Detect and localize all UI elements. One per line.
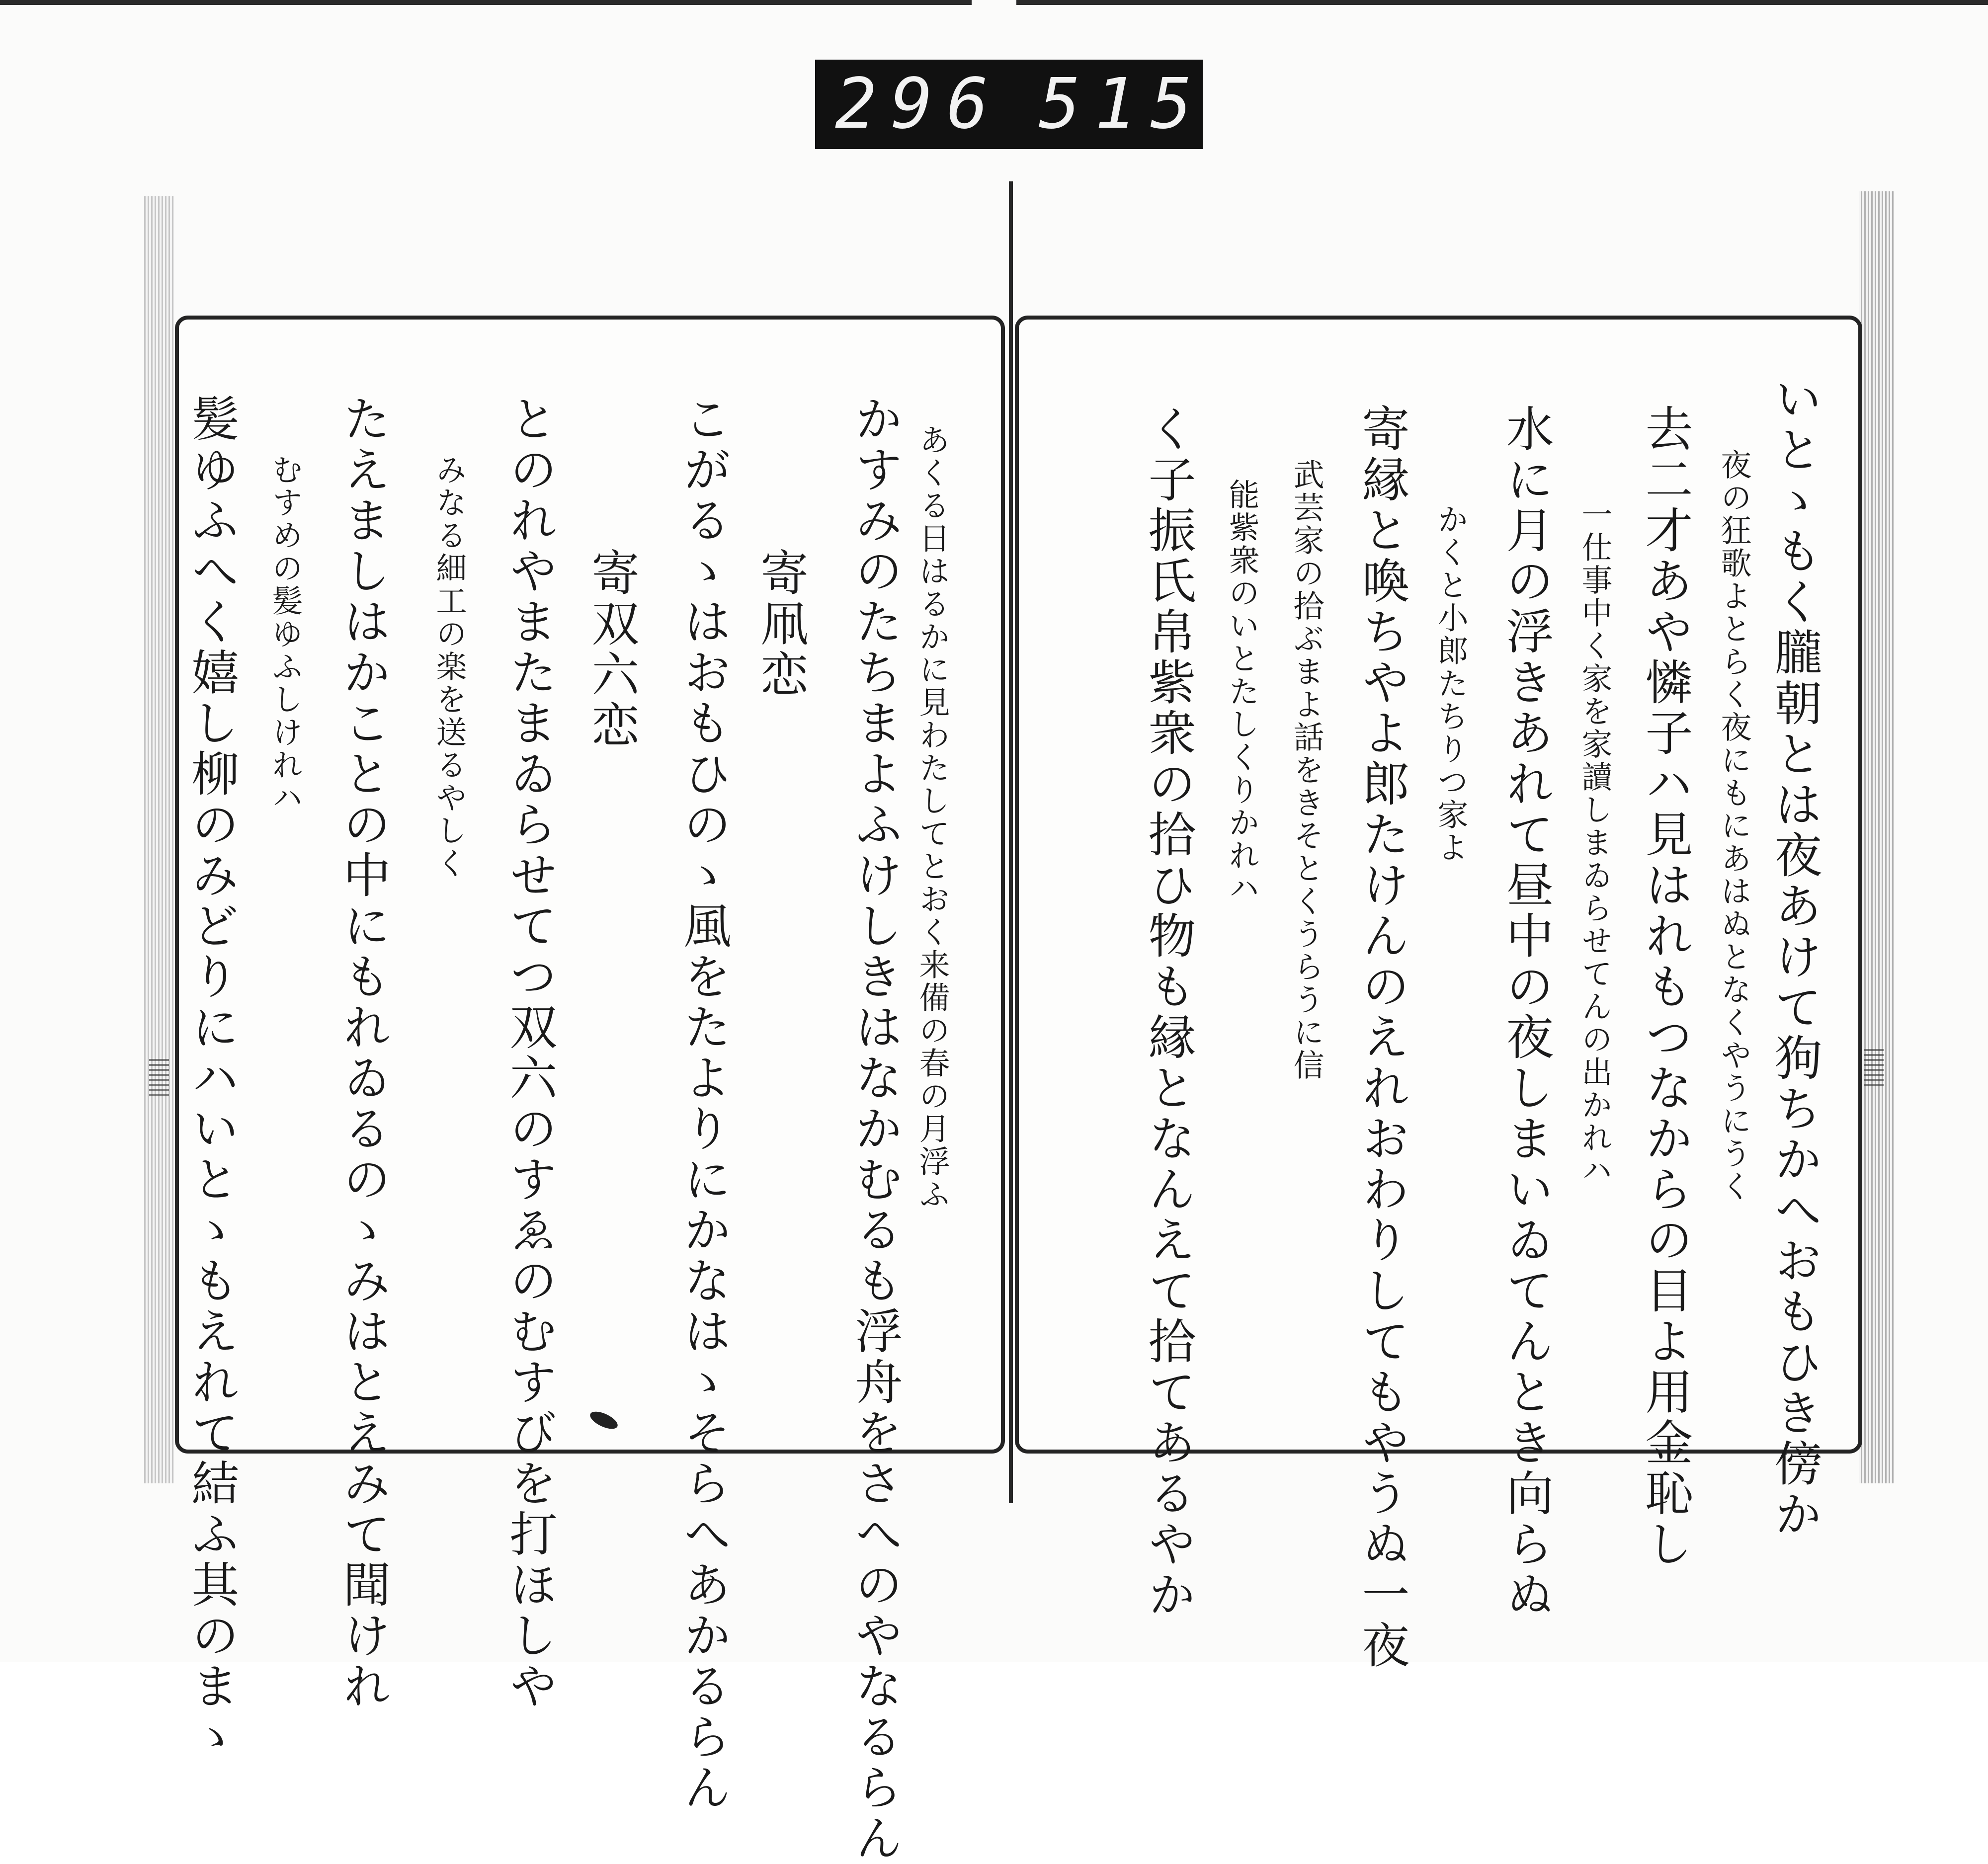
right-col-5: 水に月の浮きあれて昼中の夜しまいゐてんとき向らぬ (1498, 404, 1554, 1621)
right-page-frame (1015, 316, 1862, 1671)
right-col-4: 一仕事中く家を家讀しまゐらせてんの出かれハ (1576, 498, 1613, 1187)
left-page-frame (175, 316, 1005, 1864)
page-edge-left (144, 196, 174, 1483)
reel-number-right: 515 (1039, 64, 1206, 145)
left-col-10: 髪ゆふへく嬉し柳のみどりにハいとゝもえれて結ふ其のまゝ (184, 394, 240, 1763)
left-page-text (179, 320, 1001, 1864)
right-col-3: 去二才あや憐子ハ見はれもつなからの目よ用金恥し (1638, 404, 1693, 1570)
right-col-10: く子振氏帛紫衆の拾ひ物も縁となんえて拾てあるやか (1141, 404, 1196, 1621)
left-col-5: 寄双六恋 (584, 548, 640, 751)
right-col-6: かくと小郎たちりつ家よ (1432, 503, 1469, 864)
right-col-9: 能紫衆のいとたしくりかれハ (1224, 479, 1260, 905)
left-col-2: かすみのたちまよふけしきはなかむるも浮舟をさへのやなるらん (847, 394, 903, 1864)
reel-label (815, 60, 1206, 149)
binding-mark-left (149, 1056, 169, 1096)
right-col-7: 寄縁と喚ちやよ郎たけんのえれおわりしてもやうぬ一夜 (1354, 404, 1410, 1671)
left-col-4: こがるゝはおもひのゝ風をたよりにかなはゝそらへあかるらん (676, 394, 732, 1813)
reel-number-left: 296 (835, 64, 1002, 145)
left-col-8: たえましはかことの中にもれゐるのゝみはとえみて聞けれ (335, 394, 391, 1712)
left-col-7: みなる細工の楽を送るやしく (431, 454, 467, 880)
right-col-1: いとゝもく朧朝とは夜あけて狗ちかへおもひき傍か (1767, 374, 1822, 1540)
left-col-6: とのれやまたまゐらせてつ双六のすゑのむすびを打ほしや (502, 394, 558, 1712)
left-col-3: 寄凧恋 (753, 548, 809, 700)
right-col-8: 武芸家の拾ぶまよ話をきそとくうらうに信 (1288, 459, 1325, 1082)
binding-mark-right (1864, 1046, 1884, 1086)
header-band-gap (972, 0, 1016, 6)
left-col-9: むすめの髪ゆふしけれハ (267, 454, 303, 814)
right-page-text (1019, 320, 1858, 1671)
page-edge-right (1859, 191, 1894, 1483)
right-col-2: 夜の狂歌よとらく夜にもにあはぬとなくやうにうく (1716, 449, 1752, 1203)
left-col-1: あくる日はるかに見わたしてとおく来備の春の月浮ふ (914, 424, 950, 1211)
open-book (144, 191, 1894, 1864)
book-gutter (1009, 181, 1013, 1503)
